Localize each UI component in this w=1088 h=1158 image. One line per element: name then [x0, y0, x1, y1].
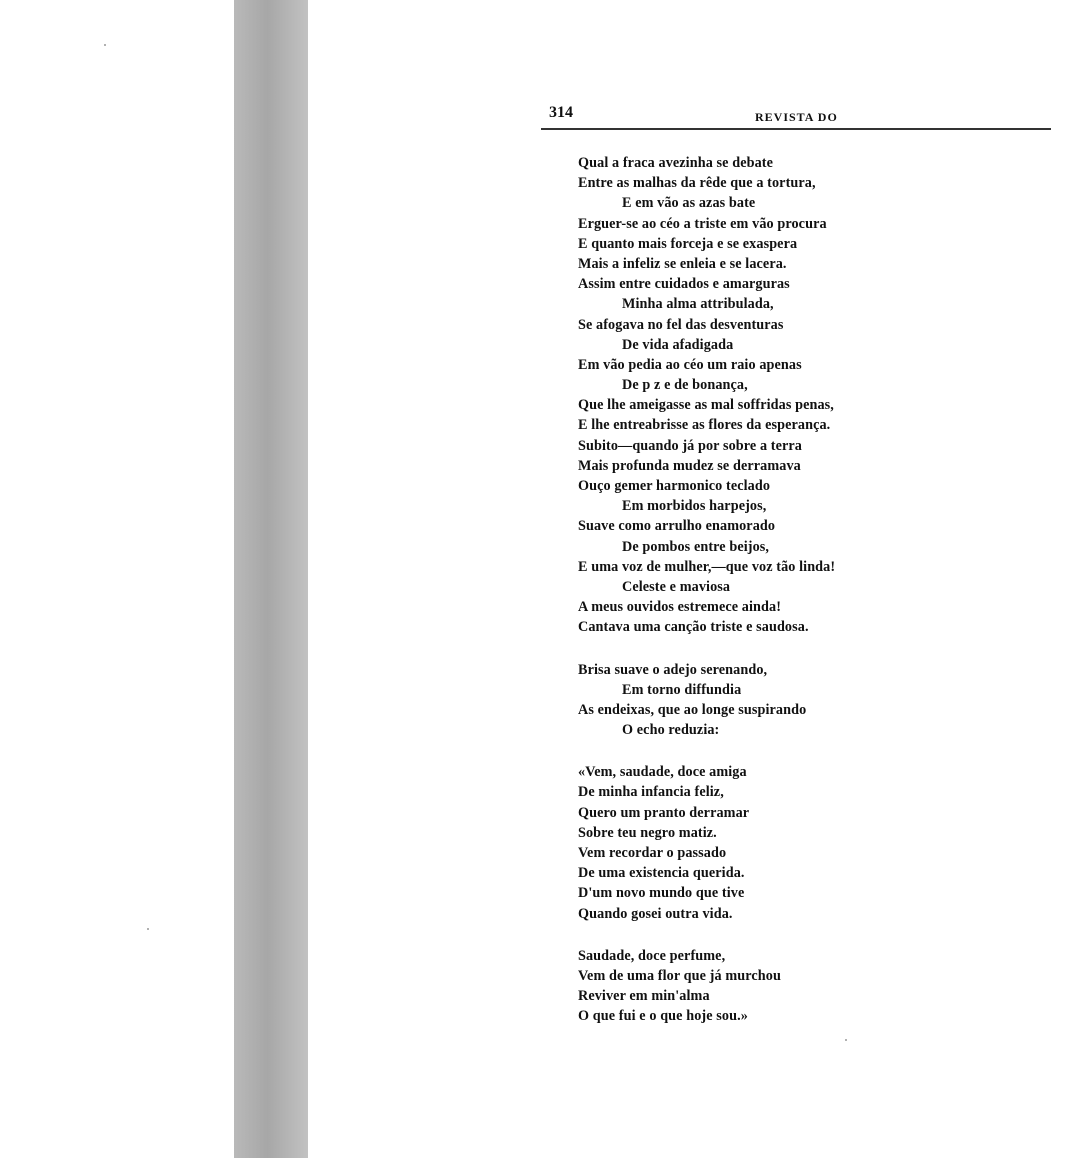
poem-line: De pombos entre beijos, — [622, 538, 770, 555]
poem-line: Entre as malhas da rêde que a tortura, — [578, 175, 816, 192]
poem-line: Mais a infeliz se enleia e se lacera. — [578, 255, 787, 272]
poem-line: Mais profunda mudez se derramava — [578, 457, 801, 474]
poem-line: E lhe entreabrisse as flores da esperança. — [578, 417, 831, 434]
poem-line: Vem recordar o passado — [578, 845, 727, 861]
scan-speck — [845, 1039, 847, 1041]
poem-line: Saudade, doce perfume, — [578, 947, 726, 964]
poem-line: E em vão as azas bate — [622, 195, 756, 212]
page-header — [549, 104, 1049, 128]
stanza — [578, 660, 938, 741]
poem-line: De minha infancia feliz, — [578, 784, 724, 801]
poem-line: De p z e de bonança, — [622, 377, 748, 394]
poem-line: Qual a fraca avezinha se debate — [578, 155, 774, 171]
stanza — [578, 153, 938, 638]
poem-line: Reviver em min'alma — [578, 988, 710, 1005]
poem-line: O que fui e o que hoje sou.» — [578, 1008, 748, 1025]
poem-line: Minha alma attribulada, — [622, 296, 774, 313]
stanza — [578, 762, 938, 924]
poem-line: Subito—quando já por sobre a terra — [578, 437, 802, 454]
poem-line: Se afogava no fel das desventuras — [578, 316, 784, 333]
poem-line: Brisa suave o adejo serenando, — [578, 661, 768, 678]
running-head: REVISTA DO — [755, 110, 838, 124]
book-gutter — [234, 0, 308, 1158]
poem-line: De vida afadigada — [622, 336, 734, 353]
poem-line: Em torno diffundia — [622, 681, 742, 698]
scan-speck — [147, 928, 149, 930]
poem-line: E quanto mais forceja e se exaspera — [578, 235, 798, 252]
poem-line: E uma voz de mulher,—que voz tão linda! — [578, 558, 836, 575]
poem-line: Que lhe ameigasse as mal soffridas penas, — [578, 397, 834, 414]
poem-line: A meus ouvidos estremece ainda! — [578, 599, 782, 616]
poem-line: Ouço gemer harmonico teclado — [578, 478, 771, 494]
poem-body — [578, 153, 938, 1027]
poem-line: Erguer-se ao céo a triste em vão procura — [578, 215, 827, 232]
poem-line: D'um novo mundo que tive — [578, 885, 745, 902]
poem-line: Assim entre cuidados e amarguras — [578, 276, 790, 293]
poem-line: As endeixas, que ao longe suspirando — [578, 701, 807, 718]
poem-line: Quando gosei outra vida. — [578, 905, 733, 922]
stanza-gap — [578, 638, 938, 660]
header-rule — [541, 128, 1051, 130]
poem-line: «Vem, saudade, doce amiga — [578, 764, 747, 781]
poem-line: De uma existencia querida. — [578, 865, 745, 882]
stanza-gap — [578, 924, 938, 946]
poem-line: Cantava uma canção triste e saudosa. — [578, 619, 809, 636]
stanza — [578, 946, 938, 1027]
poem-line: Celeste e maviosa — [622, 578, 731, 595]
poem-line: Vem de uma flor que já murchou — [578, 967, 781, 984]
poem-line: Quero um pranto derramar — [578, 804, 750, 821]
poem-line: Sobre teu negro matiz. — [578, 824, 717, 841]
poem-line: O echo reduzia: — [622, 722, 720, 739]
scan-speck — [104, 44, 106, 46]
poem-line: Em morbidos harpejos, — [622, 498, 767, 515]
poem-line: Em vão pedia ao céo um raio apenas — [578, 356, 802, 373]
stanza-gap — [578, 740, 938, 762]
poem-line: Suave como arrulho enamorado — [578, 518, 776, 535]
page-number: 314 — [549, 104, 573, 121]
